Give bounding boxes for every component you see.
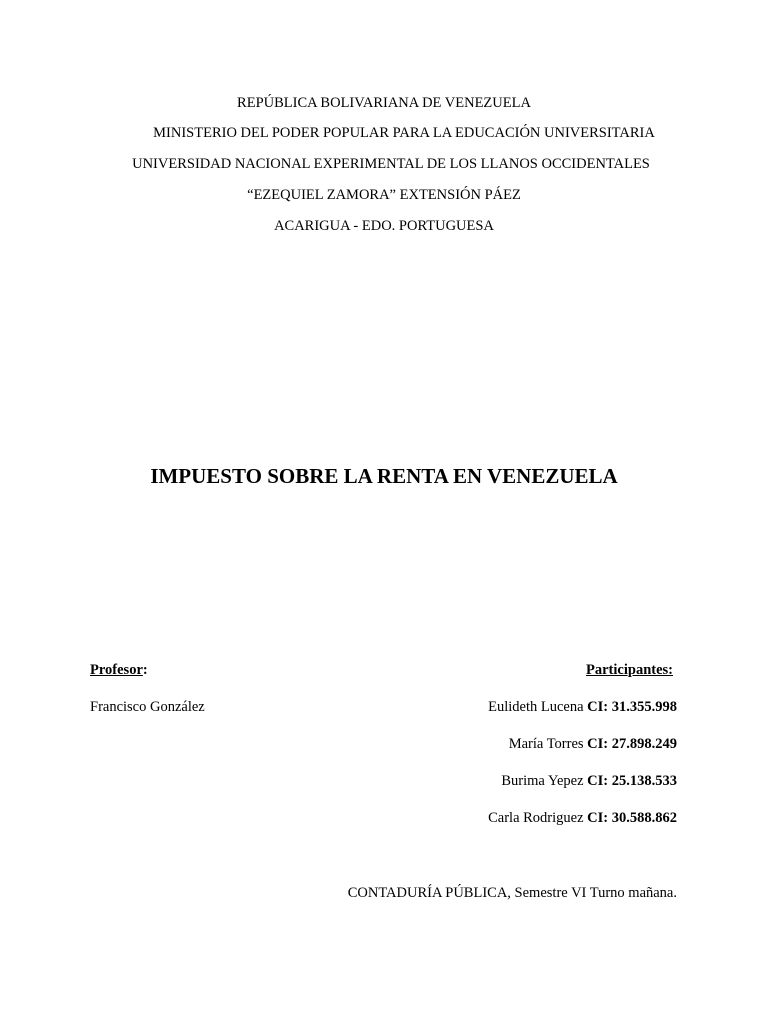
participants-label-text: Participantes: bbox=[586, 662, 673, 678]
professor-name: Francisco González bbox=[90, 699, 205, 715]
participants-label bbox=[586, 661, 673, 679]
participant-name: Burima Yepez bbox=[501, 773, 584, 789]
participant-name: Eulideth Lucena bbox=[488, 699, 584, 715]
header-line-republic: REPÚBLICA BOLIVARIANA DE VENEZUELA bbox=[237, 95, 531, 111]
document-title: IMPUESTO SOBRE LA RENTA EN VENEZUELA bbox=[150, 464, 618, 488]
participant-item bbox=[488, 809, 677, 827]
professor-label-text: Profesor bbox=[90, 662, 143, 678]
participant-ci: CI: 31.355.998 bbox=[587, 699, 677, 715]
header-line-extension: “EZEQUIEL ZAMORA” EXTENSIÓN PÁEZ bbox=[247, 187, 521, 203]
professor-label bbox=[90, 661, 148, 679]
header-line-ministry: MINISTERIO DEL PODER POPULAR PARA LA EDUCACIÓN UNIVERSITARIA bbox=[153, 125, 655, 141]
participant-ci: CI: 27.898.249 bbox=[587, 736, 677, 752]
program-footer: CONTADURÍA PÚBLICA, Semestre VI Turno mañana. bbox=[347, 885, 677, 901]
participant-item bbox=[488, 698, 677, 716]
participant-ci: CI: 25.138.533 bbox=[587, 773, 677, 789]
participant-name: Carla Rodriguez bbox=[488, 810, 584, 826]
participant-ci: CI: 30.588.862 bbox=[587, 810, 677, 826]
participant-item bbox=[509, 735, 677, 753]
header-line-location: ACARIGUA - EDO. PORTUGUESA bbox=[274, 218, 494, 234]
participant-name: María Torres bbox=[508, 736, 584, 752]
professor-label-colon: : bbox=[142, 662, 148, 678]
header-line-university: UNIVERSIDAD NACIONAL EXPERIMENTAL DE LOS LLANOS OCCIDENTALES bbox=[132, 156, 650, 172]
participant-item bbox=[501, 772, 677, 790]
